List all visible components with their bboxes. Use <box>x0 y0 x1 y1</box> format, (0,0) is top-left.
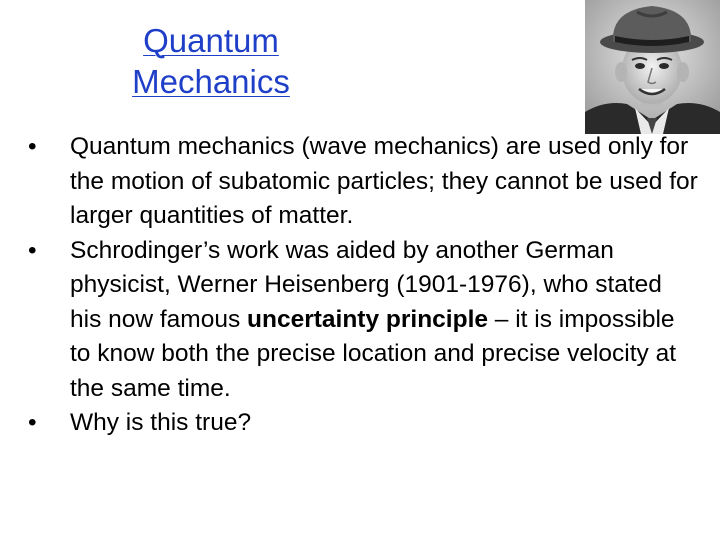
heisenberg-portrait-image <box>585 0 720 134</box>
uncertainty-principle-term: uncertainty principle <box>247 305 488 333</box>
portrait-icon <box>585 0 720 134</box>
slide-title-link[interactable] <box>118 20 304 102</box>
bullet-text: Why is this true? <box>70 409 252 436</box>
bullet-item <box>28 234 700 407</box>
bullet-item <box>28 130 700 234</box>
bullet-text-after: – it is impossible to know both the precise location and precise velocity at the same time. <box>70 305 677 402</box>
title-line-1: Quantum <box>143 22 279 59</box>
bullet-item <box>28 406 700 441</box>
title-line-2: Mechanics <box>132 63 290 100</box>
bullet-text-before: Schrodinger’s work was aided by another German physicist, Werner Heisenberg (1901-1976), who stated his now famous <box>70 236 662 333</box>
bullet-list <box>28 130 700 441</box>
bullet-text: Quantum mechanics (wave mechanics) are used only for the motion of subatomic particles; they cannot be used for larger quantities of matter. <box>70 133 698 229</box>
